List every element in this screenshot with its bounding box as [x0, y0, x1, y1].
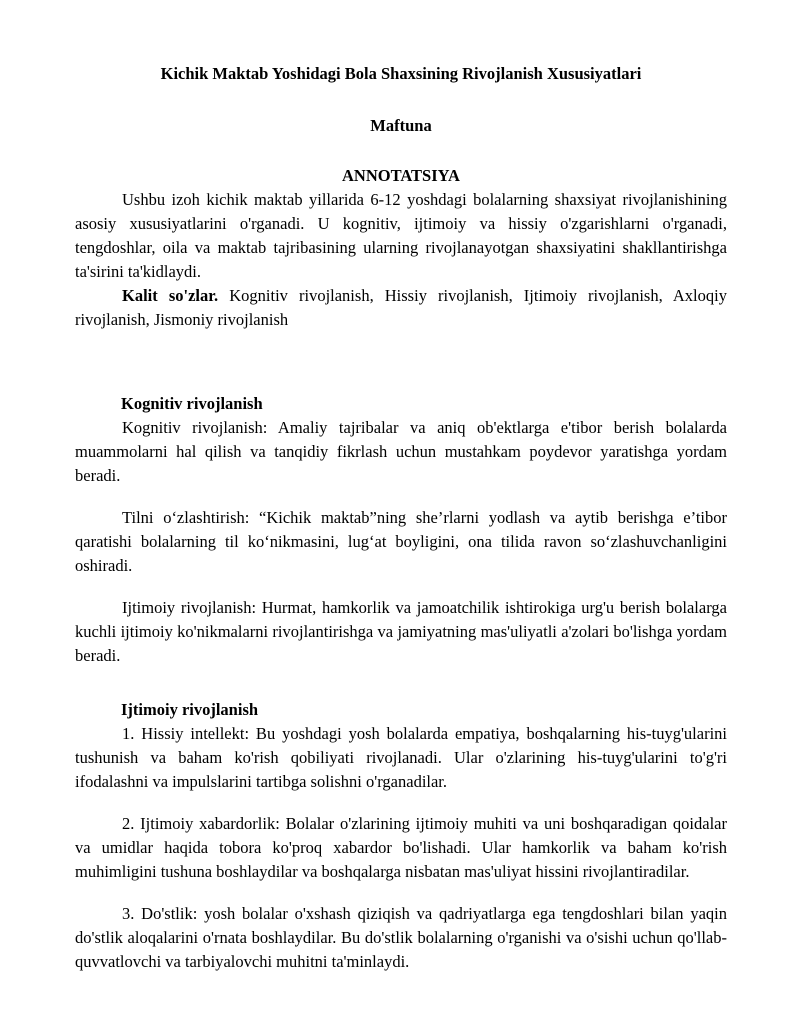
section-paragraph: 2. Ijtimoiy xabardorlik: Bolalar o'zlarining ijtimoiy muhiti va uni boshqaradigan qoidalar va umidlar haqida tobora ko'proq xabardor bo'lishadi. Ular hamkorlik va baham ko'rish muhimligini tushuna boshlaydilar va boshqalarga nisbatan mas'uliyat hissini rivojlantiradilar.	[75, 814, 727, 881]
keywords-text: Kognitiv rivojlanish, Hissiy rivojlanish, Ijtimoiy rivojlanish, Axloqiy rivojlanish, Jismoniy rivojlanish	[75, 286, 727, 329]
annotation-paragraph: Ushbu izoh kichik maktab yillarida 6-12 yoshdagi bolalarning shaxsiyat rivojlanishining asosiy xususiyatlarini o'rganadi. U kognitiv, ijtimoiy va hissiy o'zgarishlarni o'rganadi, tengdoshlar, oila va maktab tajribasining ularning rivojlanayotgan shaxsiyatini shakllantirishga ta'sirini ta'kidlaydi.	[75, 190, 727, 281]
keywords-label: Kalit so'zlar.	[122, 286, 219, 305]
annotation-heading: ANNOTATSIYA	[342, 166, 460, 185]
section-paragraph: Tilni o‘zlashtirish: “Kichik maktab”ning she’rlarni yodlash va aytib berishga e’tibor qaratishi bolalarning til ko‘nikmasini, lug‘at boyligini, ona tilida ravon so‘zlashuvchanligini oshiradi.	[75, 508, 727, 575]
section-heading-cognitive: Kognitiv rivojlanish	[121, 394, 263, 413]
section-paragraph: Kognitiv rivojlanish: Amaliy tajribalar va aniq ob'ektlarga e'tibor berish bolalarda muammolarni hal qilish va tanqidiy fikrlash uchun mustahkam poydevor yaratishga yordam beradi.	[75, 418, 727, 485]
keywords-paragraph	[75, 284, 727, 332]
section-paragraph: 1. Hissiy intellekt: Bu yoshdagi yosh bolalarda empatiya, boshqalarning his-tuyg'ularini tushunish va baham ko'rish qobiliyati rivojlanadi. Ular o'zlarining his-tuyg'ularini to'g'ri ifodalashni va impulslarini tartibga solishni o'rganadilar.	[75, 724, 727, 791]
document-title: Kichik Maktab Yoshidagi Bola Shaxsining Rivojlanish Xususiyatlari	[160, 64, 642, 83]
section-paragraph: 3. Do'stlik: yosh bolalar o'xshash qiziqish va qadriyatlarga ega tengdoshlari bilan yaqin do'stlik aloqalarini o'rnata boshlaydilar. Bu do'stlik bolalarning o'rganishi va o'sishi uchun qo'llab-quvvatlovchi va tarbiyalovchi muhitni ta'minlaydi.	[75, 904, 727, 971]
section-paragraph: Ijtimoiy rivojlanish: Hurmat, hamkorlik va jamoatchilik ishtirokiga urg'u berish bolalarga kuchli ijtimoiy ko'nikmalarni rivojlantirishga va jamiyatning mas'uliyatli a'zolari bo'lishga yordam beradi.	[75, 598, 727, 665]
author-name: Maftuna	[370, 116, 432, 135]
section-heading-social: Ijtimoiy rivojlanish	[121, 700, 259, 719]
